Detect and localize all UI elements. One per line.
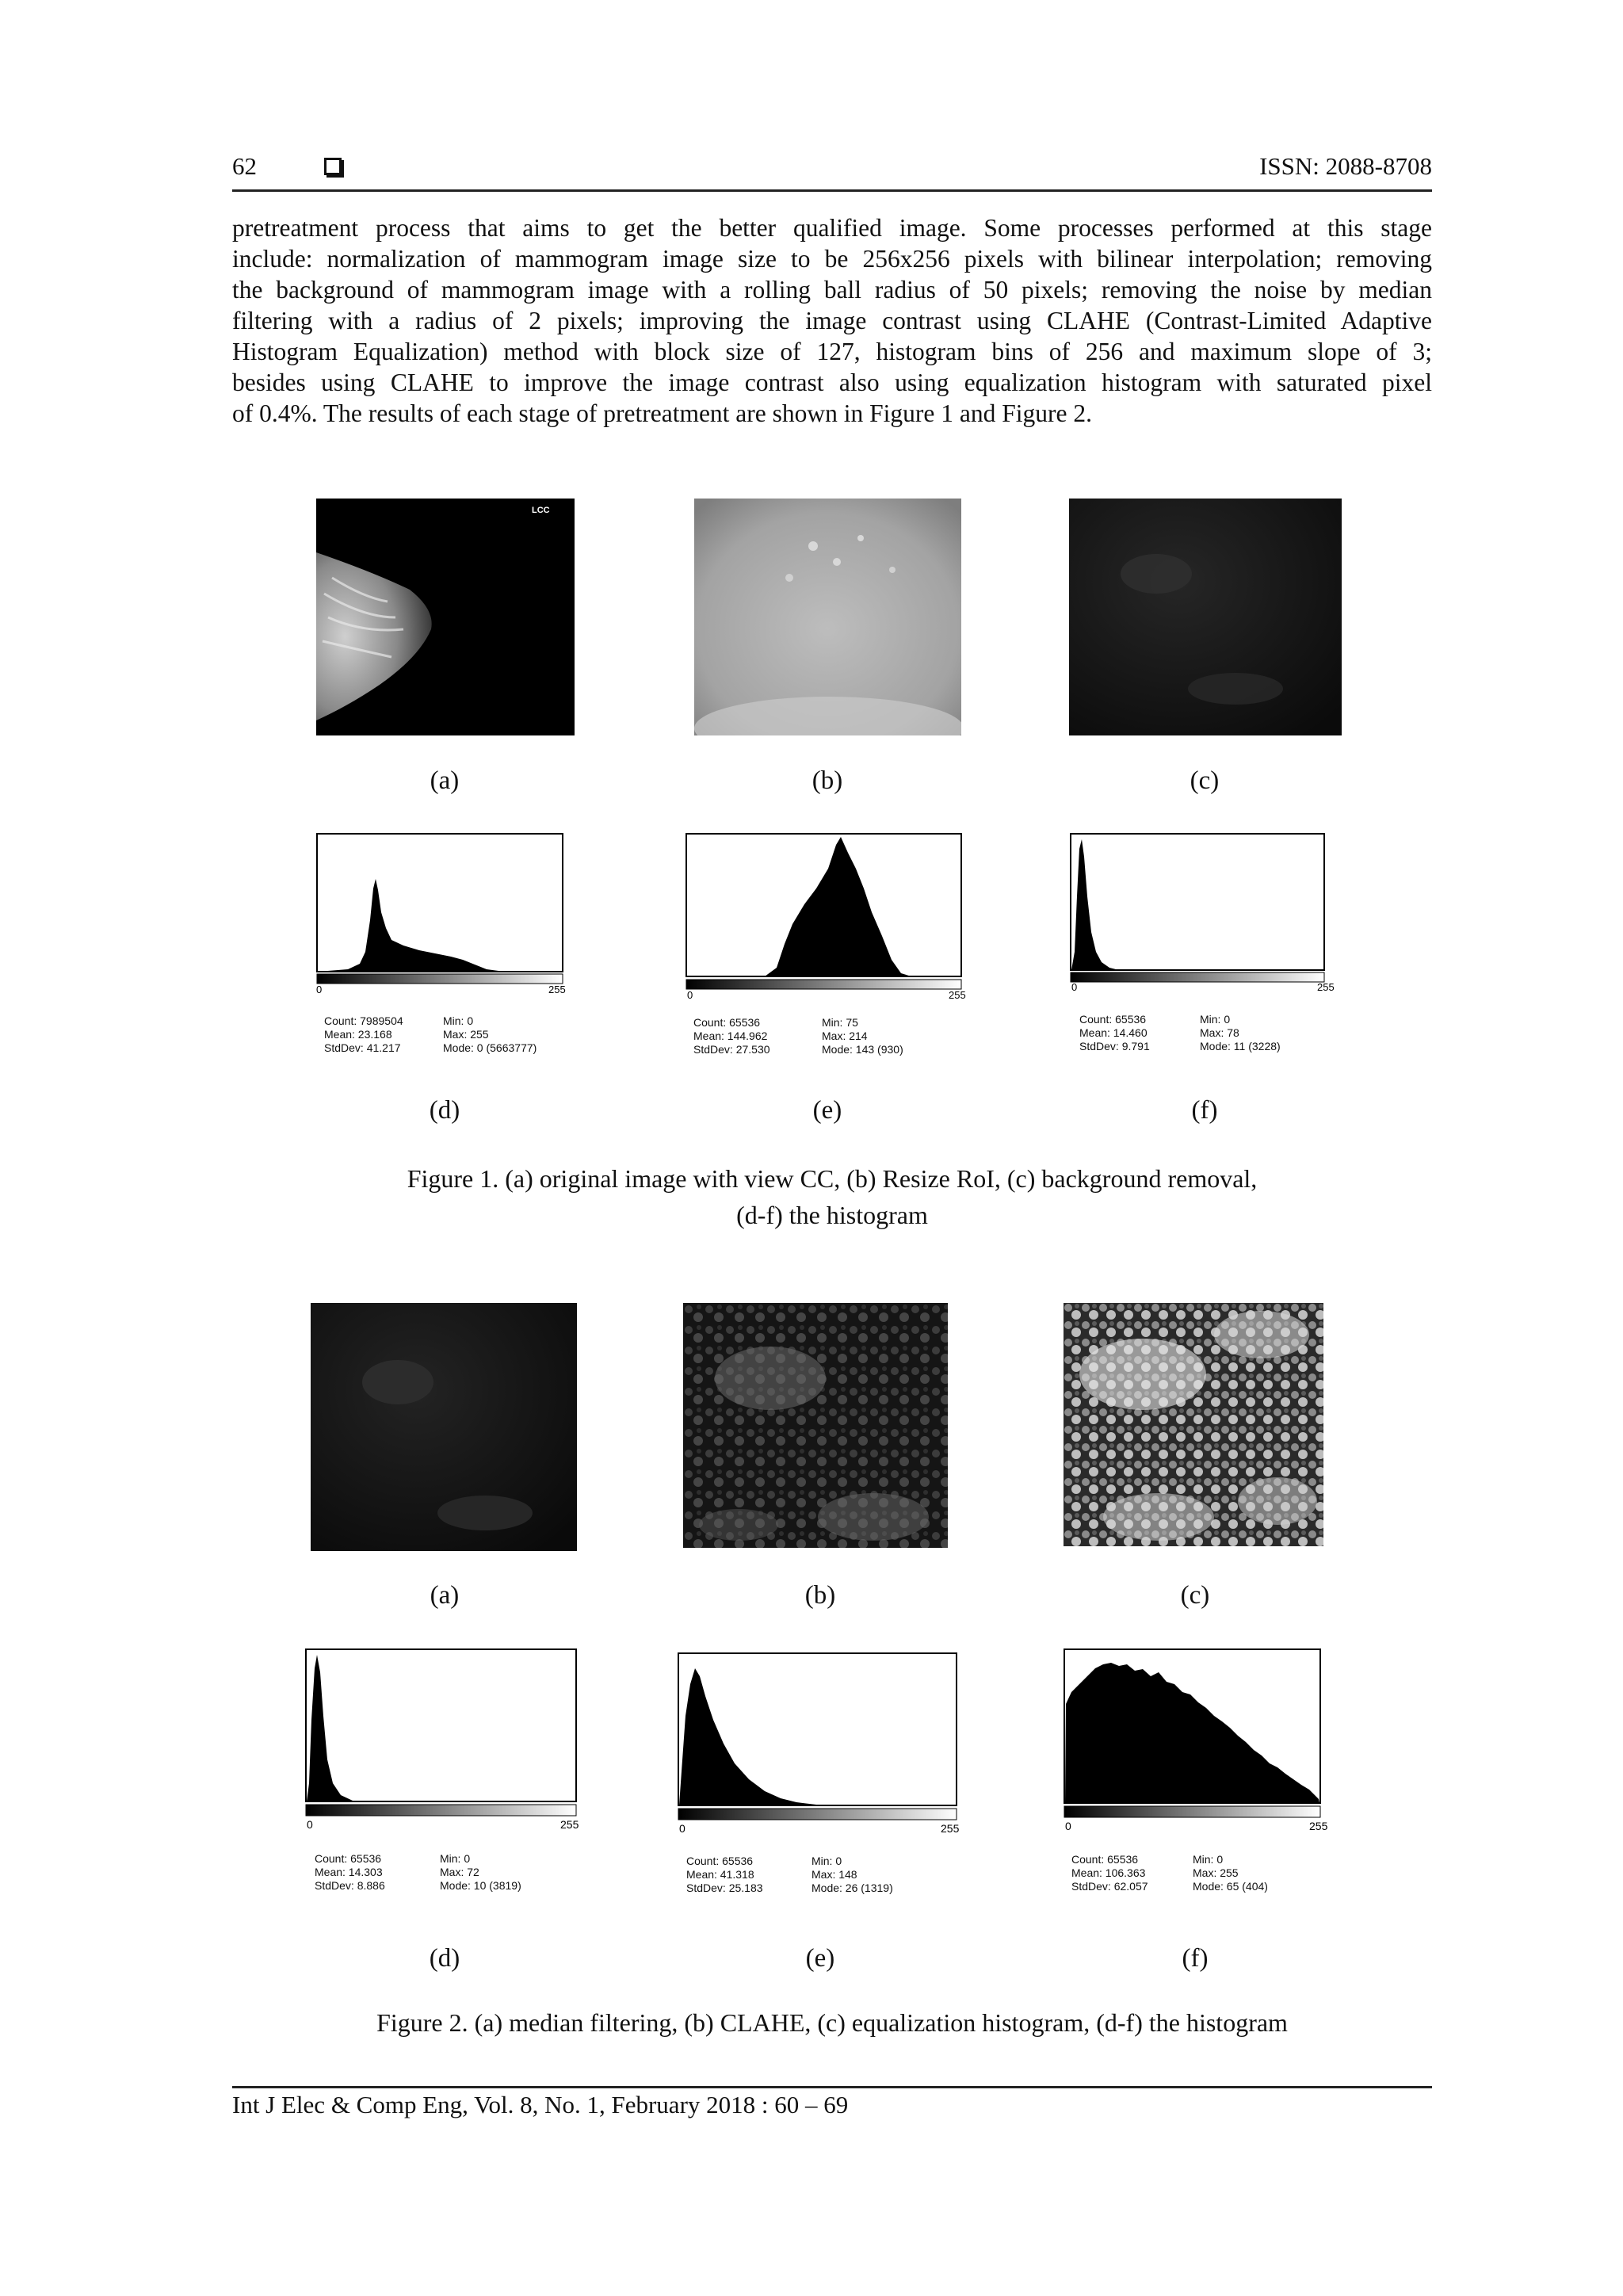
figure2-caption: Figure 2. (a) median filtering, (b) CLAHE, (c) equalization histogram, (d-f) the histogram — [376, 2008, 1288, 2037]
stat-mean: Mean: 14.303 — [315, 1866, 383, 1878]
fig2-histogram-f — [1064, 1648, 1336, 1831]
stat-mode: Mode: 10 (3819) — [440, 1879, 521, 1892]
paragraph-line: the background of mammogram image with a rolling ball radius of 50 pixels; removing the noise by median — [232, 276, 1432, 304]
stat-stddev: StdDev: 41.217 — [324, 1041, 401, 1054]
paragraph-line: filtering with a radius of 2 pixels; improving the image contrast using CLAHE (Contrast-Limited Adaptive — [232, 307, 1432, 334]
stat-stddev: StdDev: 25.183 — [686, 1881, 763, 1894]
stat-stddev: StdDev: 9.791 — [1079, 1040, 1150, 1052]
tick-min: 0 — [687, 989, 693, 999]
fig1-original-mammogram — [316, 499, 575, 735]
tick-min: 0 — [1071, 981, 1078, 991]
fig1-resize-roi — [694, 499, 961, 735]
stat-stddev: StdDev: 8.886 — [315, 1879, 385, 1892]
header-rule — [232, 189, 1432, 192]
journal-citation: Int J Elec & Comp Eng, Vol. 8, No. 1, February 2018 : 60 – 69 — [232, 2091, 849, 2118]
paragraph-line: pretreatment process that aims to get the better qualified image. Some processes performed at this stage — [232, 214, 1432, 242]
stat-mode: Mode: 11 (3228) — [1200, 1040, 1281, 1052]
tick-max: 255 — [1317, 981, 1335, 991]
stat-count: Count: 65536 — [315, 1852, 382, 1865]
stat-min: Min: 0 — [1193, 1853, 1224, 1866]
stat-count: Count: 65536 — [1079, 1013, 1147, 1026]
stat-stddev: StdDev: 27.530 — [693, 1043, 770, 1056]
stat-min: Min: 0 — [1200, 1013, 1231, 1026]
stat-max: Max: 78 — [1200, 1026, 1239, 1039]
tick-max: 255 — [1309, 1820, 1328, 1831]
tick-min: 0 — [679, 1822, 685, 1835]
stat-mode: Mode: 65 (404) — [1193, 1880, 1268, 1893]
tick-max: 255 — [949, 989, 966, 999]
tick-min: 0 — [307, 1818, 313, 1831]
fig1-label-c: (c) — [1190, 766, 1220, 795]
fig1-label-d: (d) — [429, 1096, 460, 1125]
fig1-histogram-f — [1070, 833, 1336, 991]
fig2-equalization-histogram — [1064, 1303, 1323, 1546]
tick-max: 255 — [548, 984, 566, 993]
stat-count: Count: 7989504 — [324, 1014, 403, 1027]
stat-mean: Mean: 14.460 — [1079, 1026, 1148, 1039]
fig1-label-e: (e) — [812, 1096, 842, 1125]
fig2-clahe — [683, 1303, 948, 1548]
fig1-label-b: (b) — [812, 766, 843, 795]
figure1-caption — [232, 1160, 1432, 1233]
fig1-histogram-d — [316, 833, 567, 993]
fig1-background-removal — [1069, 499, 1342, 735]
figure1-caption-line1: Figure 1. (a) original image with view CC, (b) Resize RoI, (c) background removal, — [407, 1164, 1258, 1193]
footer-rule — [232, 2086, 1432, 2088]
body-paragraph — [232, 212, 1432, 429]
stat-mode: Mode: 0 (5663777) — [443, 1041, 537, 1054]
stat-mode: Mode: 143 (930) — [822, 1043, 903, 1056]
page-number: 62 — [232, 152, 257, 180]
lcc-label: LCC — [532, 506, 550, 515]
fig2-label-a: (a) — [430, 1581, 460, 1610]
tick-max: 255 — [560, 1818, 579, 1831]
tick-max: 255 — [941, 1822, 960, 1835]
fig2-label-c: (c) — [1180, 1581, 1210, 1610]
tick-min: 0 — [316, 984, 323, 993]
fig1-label-a: (a) — [430, 766, 460, 795]
figure1-caption-line2: (d-f) the histogram — [736, 1201, 928, 1229]
stat-mean: Mean: 41.318 — [686, 1868, 754, 1881]
stat-min: Min: 0 — [443, 1014, 474, 1027]
stat-max: Max: 148 — [812, 1868, 857, 1881]
stat-max: Max: 214 — [822, 1030, 868, 1042]
fig1-label-f: (f) — [1191, 1096, 1218, 1125]
fig2-label-f: (f) — [1182, 1944, 1209, 1973]
paragraph-line: Histogram Equalization) method with block size of 127, histogram bins of 256 and maximum slope of 3; — [232, 338, 1432, 365]
stat-mean: Mean: 106.363 — [1071, 1866, 1146, 1879]
fig2-histogram-e — [678, 1652, 969, 1835]
stat-mean: Mean: 144.962 — [693, 1030, 768, 1042]
tick-min: 0 — [1065, 1820, 1071, 1831]
stat-max: Max: 255 — [443, 1028, 489, 1041]
fig2-histogram-d — [305, 1648, 587, 1831]
stat-min: Min: 75 — [822, 1016, 858, 1029]
stat-max: Max: 255 — [1193, 1866, 1239, 1879]
stat-count: Count: 65536 — [1071, 1853, 1139, 1866]
paragraph-line: include: normalization of mammogram image size to be 256x256 pixels with bilinear interpolation; removing — [232, 245, 1432, 273]
fig2-median-filtering — [311, 1303, 577, 1551]
paragraph-line: besides using CLAHE to improve the image contrast also using equalization histogram with saturated pixel — [232, 369, 1432, 396]
stat-mode: Mode: 26 (1319) — [812, 1881, 893, 1894]
issn: ISSN: 2088-8708 — [1259, 152, 1432, 180]
stat-min: Min: 0 — [812, 1855, 842, 1867]
stat-stddev: StdDev: 62.057 — [1071, 1880, 1148, 1893]
stat-mean: Mean: 23.168 — [324, 1028, 392, 1041]
stat-count: Count: 65536 — [693, 1016, 761, 1029]
fig2-label-d: (d) — [429, 1944, 460, 1973]
stat-count: Count: 65536 — [686, 1855, 754, 1867]
stat-max: Max: 72 — [440, 1866, 479, 1878]
fig2-label-e: (e) — [805, 1944, 835, 1973]
stat-min: Min: 0 — [440, 1852, 471, 1865]
fig1-histogram-e — [685, 833, 977, 999]
paragraph-line: of 0.4%. The results of each stage of pretreatment are shown in Figure 1 and Figure 2. — [232, 399, 1092, 427]
fig2-label-b: (b) — [804, 1581, 836, 1610]
checkbox-square-icon — [324, 158, 342, 175]
